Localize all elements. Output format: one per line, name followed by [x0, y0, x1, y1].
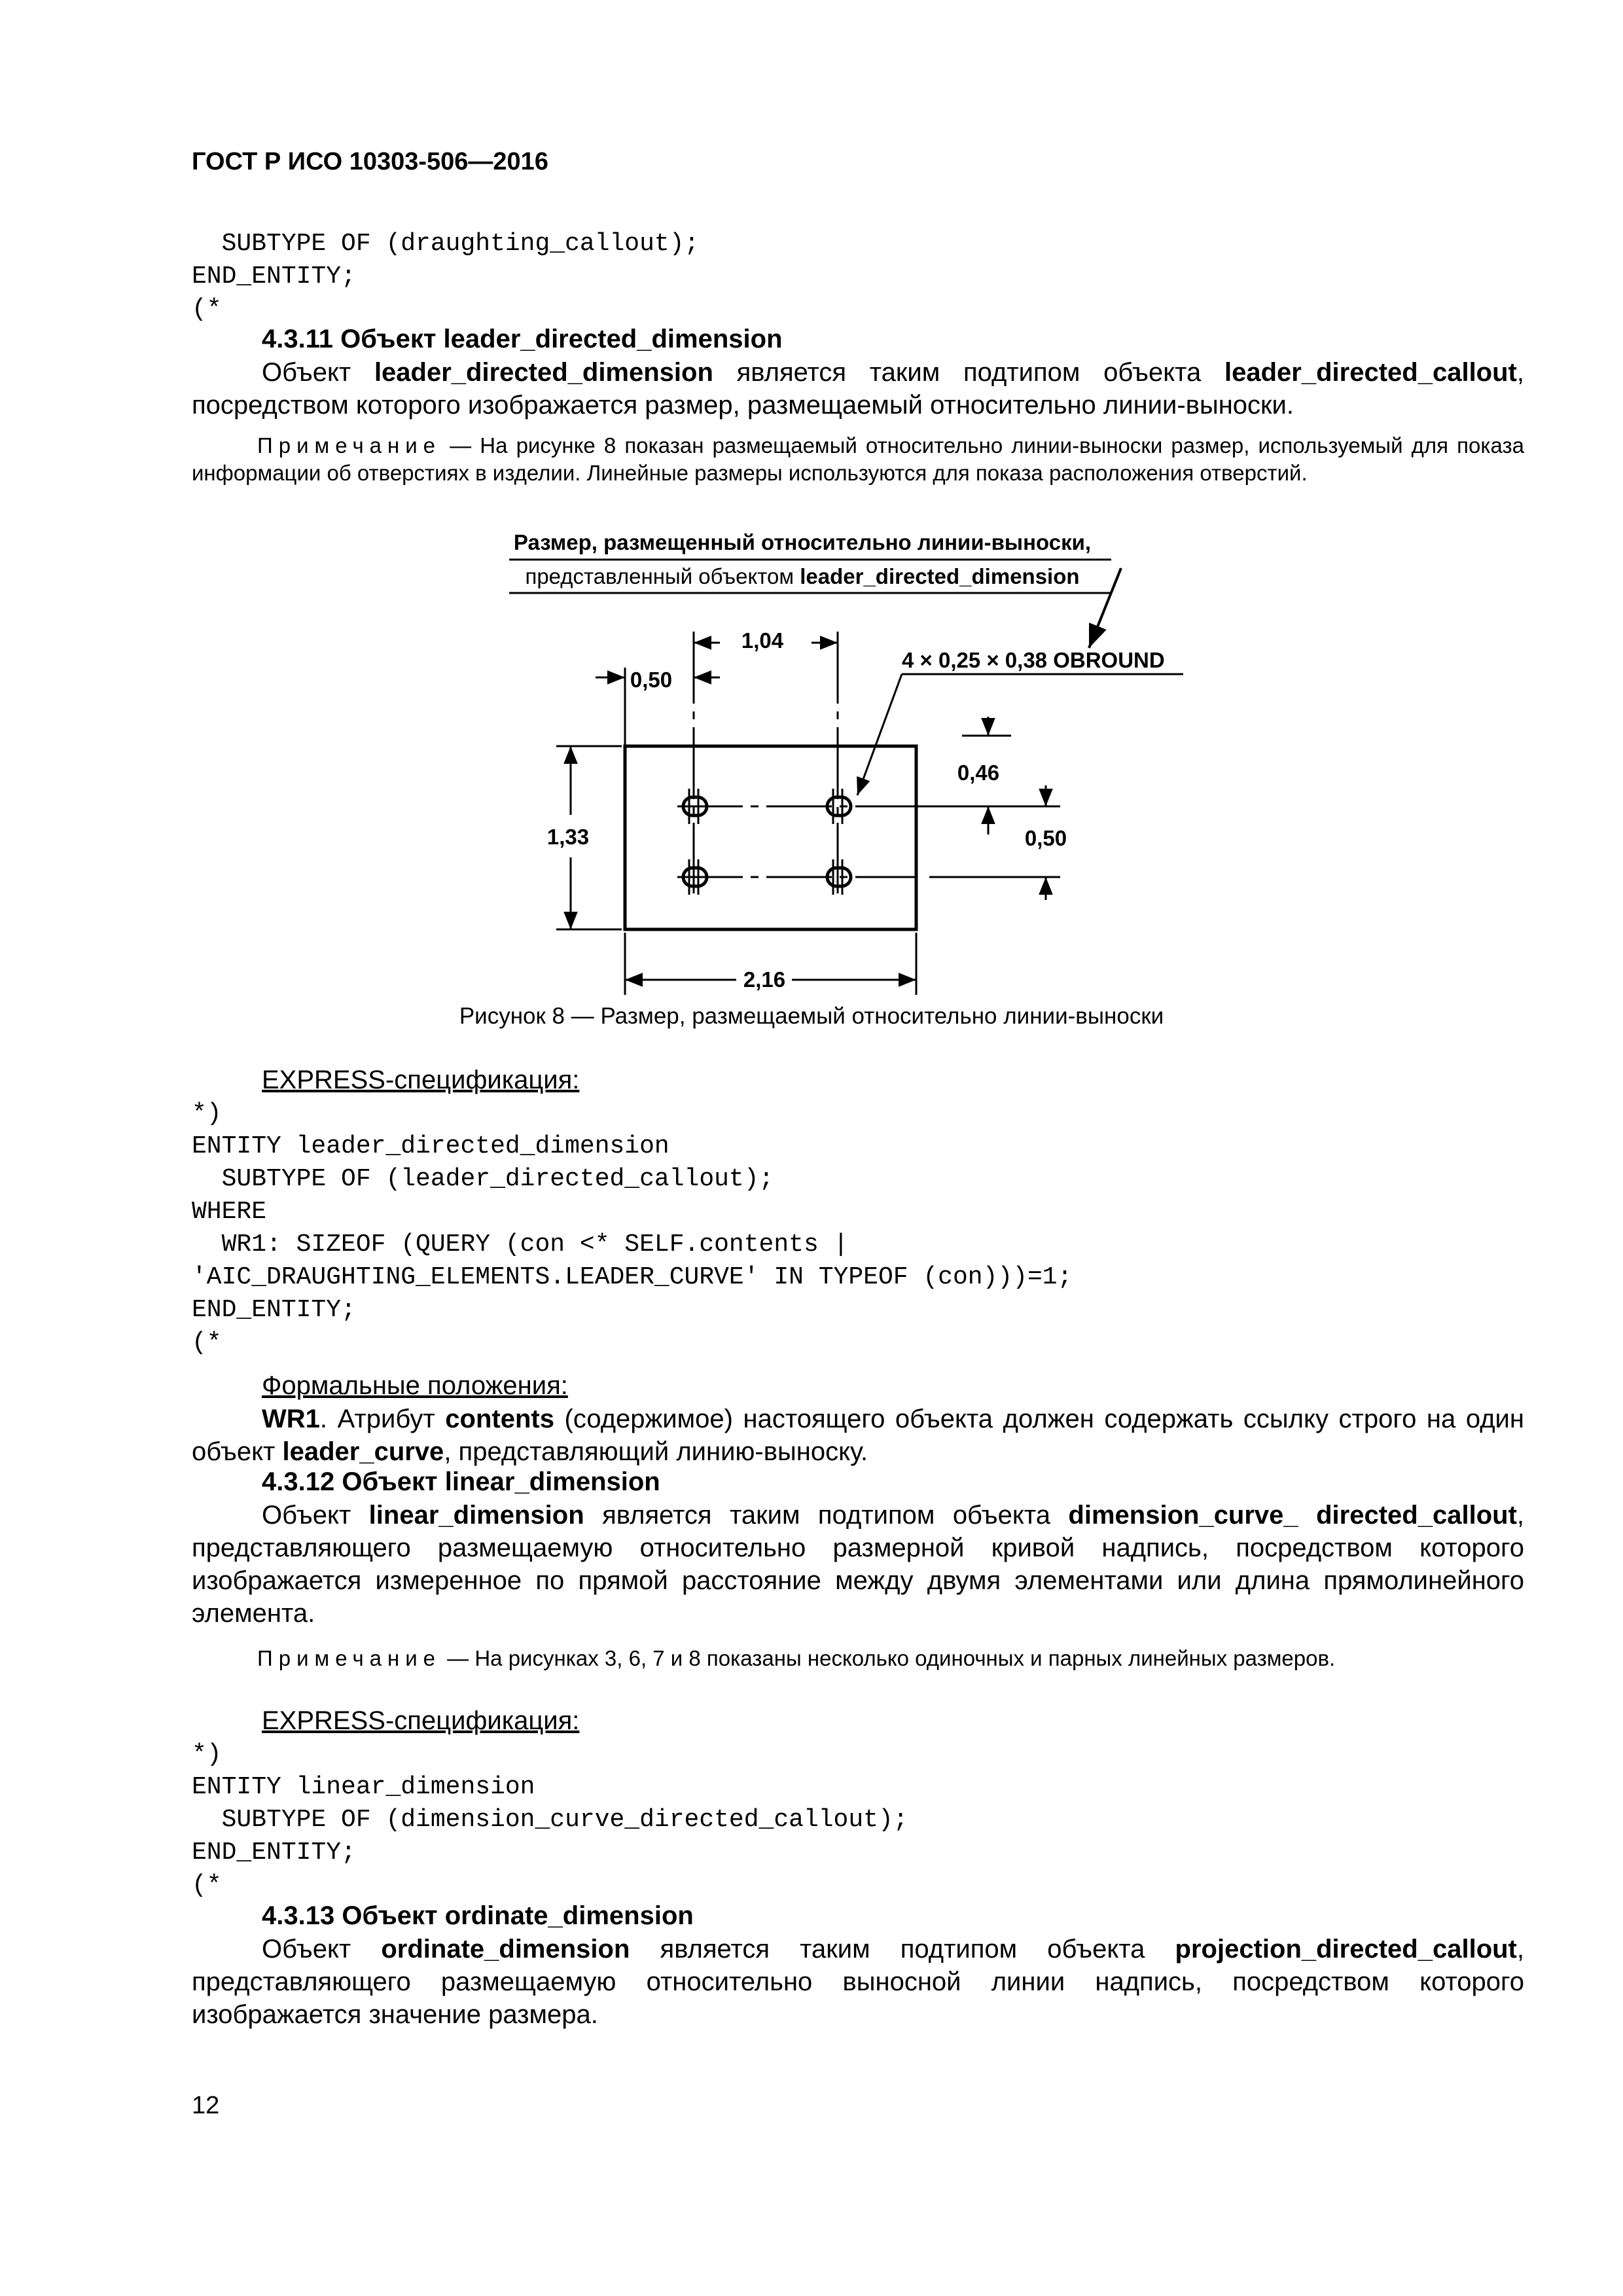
code-line: *): [192, 1100, 222, 1128]
code-line: (*: [192, 1329, 222, 1357]
code-line: SUBTYPE OF (dimension_curve_directed_callout);: [192, 1806, 908, 1834]
note-linear-dimensions: Примечание — На рисунках 3, 6, 7 и 8 показаны несколько одиночных и парных линейных размеров.: [257, 1646, 1336, 1670]
document-header: ГОСТ Р ИСО 10303-506—2016: [192, 148, 548, 175]
code-line: END_ENTITY;: [192, 262, 356, 291]
holes: [683, 789, 851, 895]
callout-leader-line: [857, 674, 902, 795]
figure-8-drawing: [0, 0, 1623, 995]
code-line: WR1: SIZEOF (QUERY (con <* SELF.contents |: [192, 1230, 849, 1259]
page-number: 12: [192, 2092, 220, 2119]
section-heading-4-3-11: 4.3.11 Объект leader_directed_dimension: [262, 325, 783, 353]
dimension-label: 2,16: [743, 967, 786, 992]
code-line: (*: [192, 295, 222, 323]
dimension-label: 1,33: [546, 825, 590, 849]
code-line: WHERE: [192, 1198, 267, 1226]
paragraph-leader-directed-dimension: Объект leader_directed_dimension является таким подтипом объекта leader_directed_callout, посредством которого изображается размер, размещаемый относительно линии-выноски.: [192, 358, 1524, 420]
dimension-lines: [556, 643, 1060, 995]
formal-provisions-label: Формальные положения:: [262, 1371, 568, 1400]
figure-title-line-1: Размер, размещенный относительно линии-выноски,: [513, 530, 1092, 554]
figure-title: [509, 530, 1111, 593]
dimension-label: 1,04: [741, 628, 784, 653]
code-line: (*: [192, 1871, 222, 1899]
centerlines: [677, 632, 916, 893]
dimension-label: 0,50: [1024, 826, 1067, 850]
code-line: END_ENTITY;: [192, 1296, 356, 1324]
section-heading-4-3-12: 4.3.12 Объект linear_dimension: [262, 1467, 660, 1496]
section-heading-4-3-13: 4.3.13 Объект ordinate_dimension: [262, 1901, 694, 1930]
code-line: *): [192, 1740, 222, 1768]
dimension-label: 0,46: [957, 761, 1000, 785]
code-line: ENTITY leader_directed_dimension: [192, 1132, 669, 1160]
figure-title-line-2: представленный объектом leader_directed_dimension: [525, 564, 1080, 588]
paragraph-ordinate-dimension: Объект ordinate_dimension является таким подтипом объекта projection_directed_callout, представляющего размещаемую относительно выносной линии надпись, посредством которого изображается значение размера.: [192, 1935, 1524, 2029]
express-spec-label: EXPRESS-спецификация:: [262, 1706, 580, 1735]
paragraph-linear-dimension: Объект linear_dimension является таким подтипом объекта dimension_curve_ directed_callout, представляющего размещаемую относительно размерной кривой надпись, посредством которого изображается измеренное по прямой расстояние между двумя элементами или длина прямолинейного элемента.: [192, 1501, 1525, 1628]
code-line: END_ENTITY;: [192, 1839, 356, 1867]
callout-label: 4 × 0,25 × 0,38 OBROUND: [902, 648, 1165, 672]
figure-caption: Рисунок 8 — Размер, размещаемый относительно линии-выноски: [459, 1003, 1164, 1029]
dimension-label: 0,50: [630, 668, 673, 692]
figure-title-leader-line: [1089, 568, 1121, 648]
express-spec-label: EXPRESS-спецификация:: [262, 1066, 580, 1094]
code-line: SUBTYPE OF (leader_directed_callout);: [192, 1165, 774, 1193]
code-line: ENTITY linear_dimension: [192, 1773, 535, 1801]
part-outline: [625, 746, 916, 929]
code-line: 'AIC_DRAUGHTING_ELEMENTS.LEADER_CURVE' IN TYPEOF (con)))=1;: [192, 1263, 1073, 1291]
paragraph-wr1: WR1. Атрибут contents (содержимое) настоящего объекта должен содержать ссылку строго на один объект leader_curve, представляющий линию-выноску.: [192, 1405, 1524, 1466]
note-figure-8: Примечание — На рисунке 8 показан размещаемый относительно линии-выноски размер, используемый для показа информации об отверстиях в изделии. Линейные размеры используются для показа расположения отверстий.: [192, 433, 1524, 485]
code-line: SUBTYPE OF (draughting_callout);: [192, 230, 700, 258]
